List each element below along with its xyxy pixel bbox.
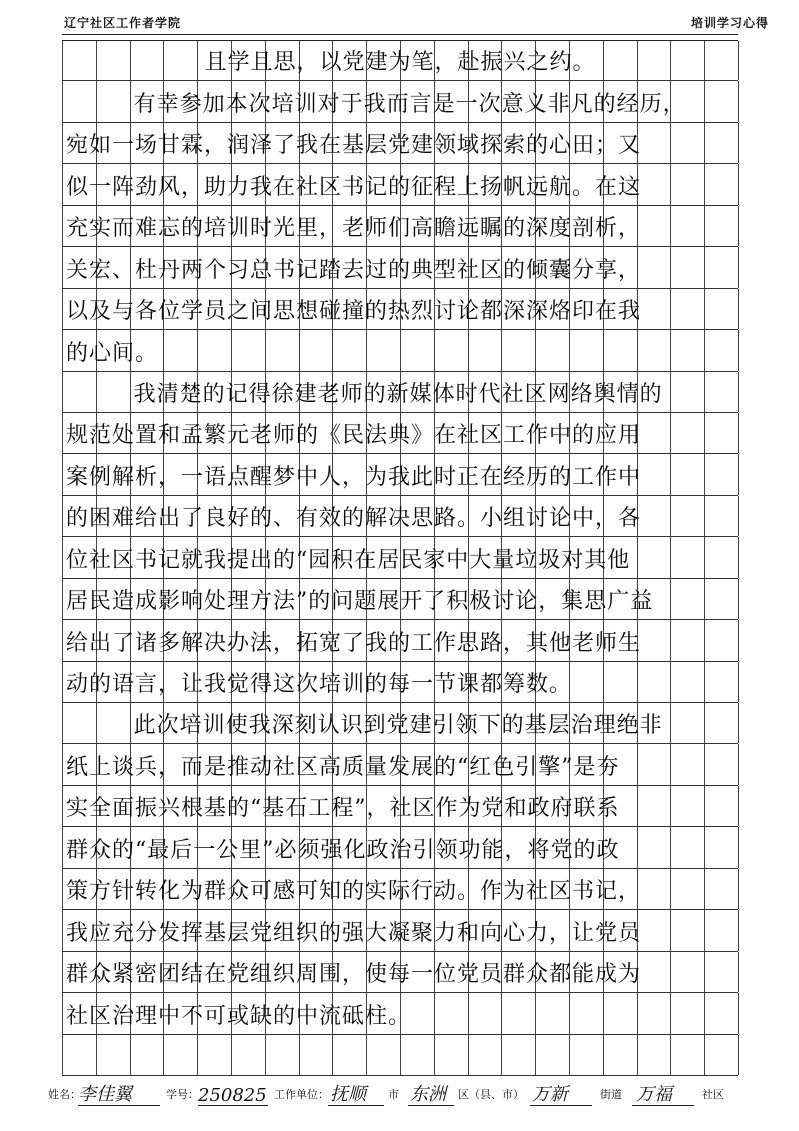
id-value: 250825 [198, 1085, 267, 1106]
essay-line-row [62, 579, 738, 620]
name-value: 李佳翼 [78, 1084, 132, 1105]
essay-line-text: 纸上谈兵，而是推动社区高质量发展的“红色引擎”是夯 [66, 754, 620, 780]
essay-line-text: 有幸参加本次培训对于我而言是一次意义非凡的经历， [133, 91, 686, 117]
essay-line-row [62, 81, 738, 122]
essay-line-row [62, 662, 738, 703]
essay-line-row [62, 413, 738, 454]
community-value: 万福 [636, 1084, 672, 1105]
essay-line-text: 给出了诸多解决办法，拓宽了我的工作思路，其他老师生 [66, 630, 642, 656]
community-underline [632, 1105, 694, 1106]
essay-line-row [62, 247, 738, 288]
essay-line-row [62, 827, 738, 868]
district-underline [408, 1105, 454, 1106]
essay-line-text: 案例解析，一语点醒梦中人，为我此时正在经历的工作中 [66, 464, 642, 490]
essay-line-row [62, 496, 738, 537]
essay-line-text: 群众的“最后一公里”必须强化政治引领功能，将党的政 [66, 837, 620, 863]
footer-info [48, 1078, 769, 1108]
essay-line-row [62, 123, 738, 164]
city-suffix: 市 [388, 1088, 399, 1101]
essay-line-row [62, 164, 738, 205]
essay-line-text: 此次培训使我深刻认识到党建引领下的基层治理绝非 [133, 713, 663, 739]
essay-line-text: 以及与各位学员之间思想碰撞的热烈讨论都深深烙印在我 [66, 299, 642, 325]
essay-line-text: 宛如一场甘霖，润泽了我在基层党建领域探索的心田；又 [66, 133, 642, 159]
essay-line-row [62, 454, 738, 495]
essay-line-text: 社区治理中不可或缺的中流砥柱。 [66, 1003, 412, 1029]
essay-line-row [62, 372, 738, 413]
essay-line-text: 似一阵劲风，助力我在社区书记的征程上扬帆远航。在这 [66, 174, 642, 200]
community-suffix: 社区 [702, 1088, 724, 1101]
essay-line-text: 群众紧密团结在党组织周围，使每一位党员群众都能成为 [66, 962, 642, 988]
essay-line-row [62, 620, 738, 661]
essay-line-row [62, 289, 738, 330]
essay-line-text: 实全面振兴根基的“基石工程”，社区作为党和政府联系 [66, 796, 620, 822]
id-label: 学号： [166, 1088, 199, 1101]
essay-line-text: 策方针转化为群众可感可知的实际行动。作为社区书记， [66, 879, 642, 905]
city-value: 抚顺 [330, 1084, 366, 1105]
essay-line-text: 充实而难忘的培训时光里，老师们高瞻远瞩的深度剖析， [66, 216, 642, 242]
essay-line-row [62, 703, 738, 744]
unit-label: 工作单位： [274, 1088, 329, 1101]
essay-line-row [62, 744, 738, 785]
essay-line-text: 关宏、杜丹两个习总书记踏去过的典型社区的倾囊分享， [66, 257, 642, 283]
header-rule [62, 34, 738, 35]
essay-line-row [62, 206, 738, 247]
essay-line-row [62, 952, 738, 993]
essay-line-row [62, 537, 738, 578]
street-suffix: 街道 [600, 1088, 622, 1101]
essay-line-row [62, 910, 738, 951]
header-doc-type: 培训学习心得 [690, 16, 769, 30]
essay-line-text: 我清楚的记得徐建老师的新媒体时代社区网络舆情的 [133, 381, 663, 407]
street-underline [530, 1105, 592, 1106]
essay-line-row [62, 869, 738, 910]
city-underline [328, 1105, 384, 1106]
essay-line-row [62, 786, 738, 827]
district-suffix: 区（县、市） [458, 1088, 524, 1101]
street-value: 万新 [532, 1084, 568, 1105]
essay-line-text: 位社区书记就我提出的“园积在居民家中大量垃圾对其他 [66, 547, 631, 573]
essay-line-row [62, 330, 738, 371]
essay-grid-paper [62, 40, 738, 1076]
essay-line-text: 我应充分发挥基层党组织的强大凝聚力和向心力，让党员 [66, 920, 642, 946]
name-label: 姓名： [48, 1088, 81, 1101]
district-value: 东洲 [410, 1084, 446, 1105]
essay-line-text: 的困难给出了良好的、有效的解决思路。小组讨论中，各 [66, 506, 642, 532]
essay-line-text: 动的语言，让我觉得这次培训的每一节课都筹数。 [66, 672, 573, 698]
id-underline [198, 1105, 268, 1106]
essay-line-text: 的心间。 [66, 340, 159, 366]
name-underline [78, 1105, 160, 1106]
essay-line-row [62, 1035, 738, 1076]
essay-line-row [62, 993, 738, 1034]
essay-line-text: 规范处置和孟繁元老师的《民法典》在社区工作中的应用 [66, 423, 642, 449]
essay-title: 且学且思，以党建为笔，赴振兴之约。 [204, 50, 596, 76]
essay-line-text: 居民造成影响处理方法”的问题展开了积极讨论，集思广益 [66, 589, 654, 615]
essay-title-row [62, 40, 738, 81]
header-institution: 辽宁社区工作者学院 [64, 16, 182, 30]
